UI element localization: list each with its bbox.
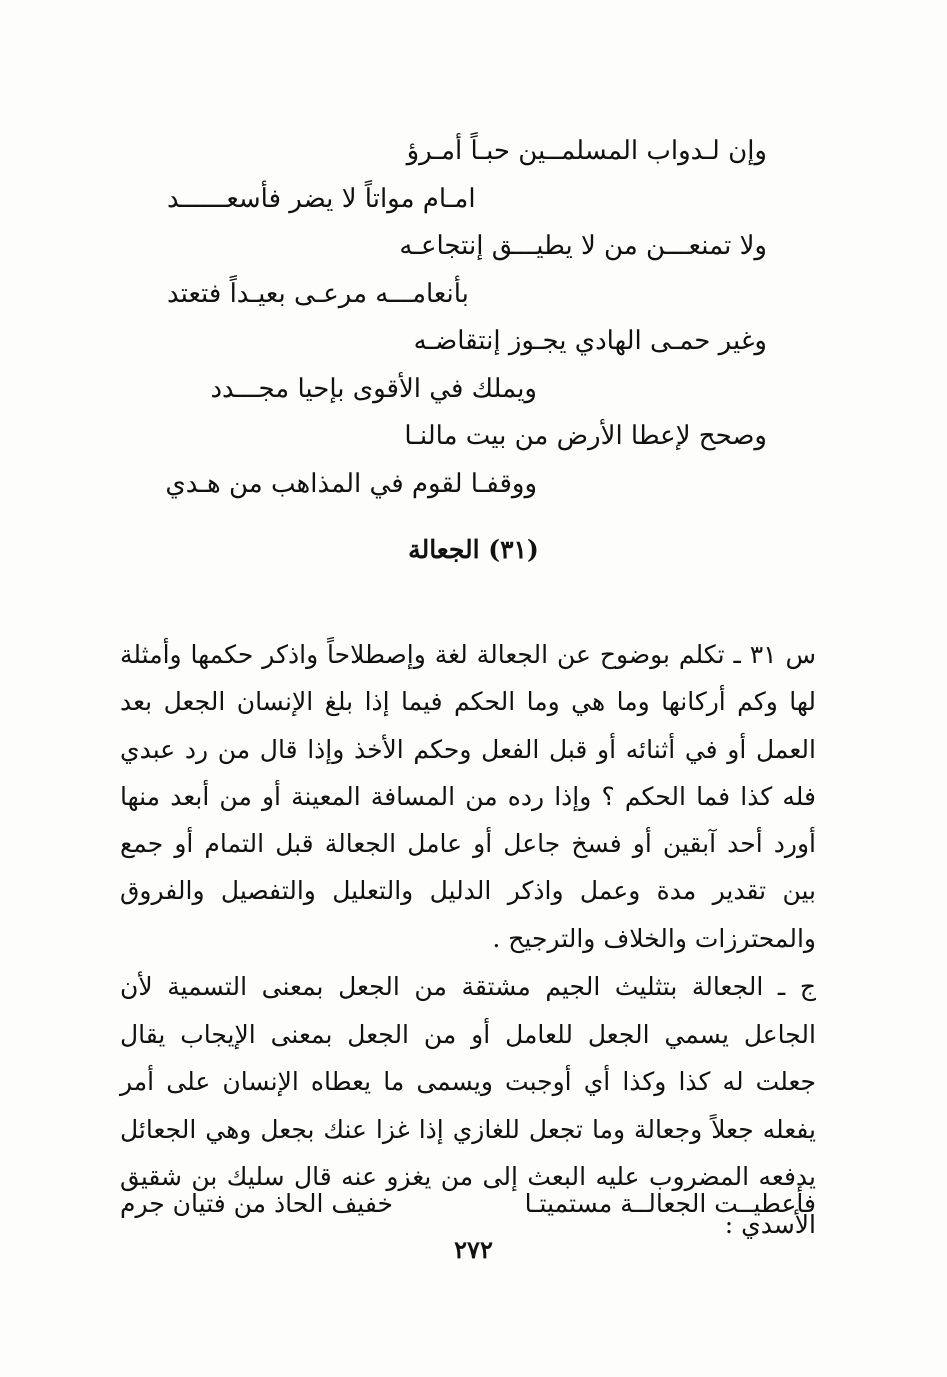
poem-line: بأنعامـــه مرعـى بعيـداً فتعتد [167,278,469,309]
poem-line: ووقفـا لقوم في المذاهب من هـدي [165,468,537,499]
closing-verse [120,1180,816,1227]
poem-line: ولا تمنعـــن من لا يطيـــق إنتجاعـه [399,231,767,261]
poem-line: وإن لـدواب المسلمــين حبـاً أمـرؤ [406,136,767,166]
verse-second-hemistich: خفيف الحاذ من فتيان جرم [120,1189,393,1218]
section-heading: (٣١) الجعالة [408,535,539,564]
poem-line: امـام مواتاً لا يضر فأسعــــــد [167,183,476,214]
poem-line: وغير حمـى الهادي يجـوز إنتقاضـه [413,326,767,356]
page-number: ٢٧٢ [454,1235,493,1264]
answer-paragraph: ج ـ الجعالة بتثليث الجيم مشتقة من الجعل بمعنى التسمية لأن الجاعل يسمي الجعل للعامل أو من الجعل بمعنى الإيجاب يقال جعلت له كذا وكذا أي أوجبت ويسمى ما يعطاه الإنسان على أمر يفعله جعلاً وجعالة وما تجعل للغازي إذا غزا عنك بجعل وهي الجعائل يدفعه المضروب عليه البعث إلى من يغزو عنه قال سليك بن شقيق الأسدي : [120,972,816,1239]
poem-line: ويملك في الأقوى بإحيا مجـــدد [210,373,537,404]
verse-first-hemistich: فأعطيــت الجعالــة مستميتـا [524,1189,816,1218]
poem-block [167,128,767,508]
poem-line: وصحح لإعطا الأرض من بيت مالنـا [404,421,767,451]
question-paragraph: س ٣١ ـ تكلم بوضوح عن الجعالة لغة وإصطلاحاً واذكر حكمها وأمثلة لها وكم أركانها وما هي وما الحكم فيما إذا بلغ الإنسان الجعل بعد العمل أو في أثنائه أو قبل الفعل وحكم الأخذ وإذا قال من رد عبدي فله كذا فما الحكم ؟ وإذا رده من المسافة المعينة أو من أبعد منها أورد أحد آبقين أو فسخ جاعل أو عامل الجعالة قبل التمام أو جمع بين تقدير مدة وعمل واذكر الدليل والتعليل والتفصيل والفروق والمحترزات والخلاف والترجيح . [120,640,816,953]
